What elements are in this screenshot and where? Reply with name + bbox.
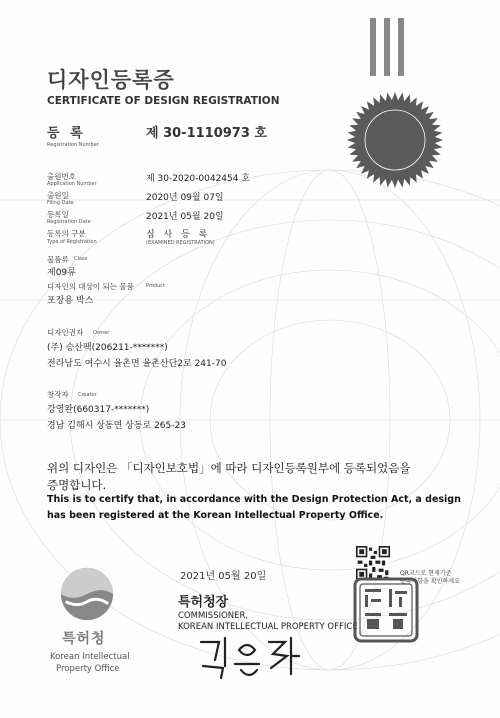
creator-name: 강영완(660317-*******) (47, 405, 150, 415)
issue-date: 2021년 05월 20일 (180, 571, 267, 582)
registration-date-label: 등록일 (47, 210, 69, 219)
logo-label-kr: 특허청 (62, 631, 106, 647)
page-title: 디자인등록증 (47, 68, 175, 92)
owner-name: (주) 승산팩(206211-*******) (47, 343, 168, 353)
class-label: 물품류 (47, 255, 69, 264)
registration-type-value: 심 사 등 록 (146, 230, 211, 240)
product-value: 포장용 박스 (47, 296, 94, 306)
registration-type-label: 등록의 구분 (47, 229, 86, 238)
registration-number: 제 30-1110973 호 (146, 126, 267, 141)
registration-type-label-en: Type of Registration (47, 239, 97, 245)
commissioner-title-en-line2: KOREAN INTELLECTUAL PROPERTY OFFICE (178, 622, 358, 632)
owner-label: 디자인권자 (47, 328, 84, 337)
statement-en-line1: This is to certify that, in accordance with the Design Protection Act, a design (47, 494, 461, 505)
qr-note-line2: 등록사항을 확인하세요 (400, 578, 460, 585)
registration-label-en: Registration Number (47, 142, 99, 148)
owner-address: 전라남도 여수시 율촌면 율촌산단2로 241-70 (47, 359, 227, 369)
registration-date-label-en: Registration Date (47, 219, 91, 225)
commissioner-signature (195, 632, 305, 682)
application-number-value: 제 30-2020-0042454 호 (146, 174, 251, 184)
filing-date-label-en: Filing Date (47, 200, 74, 206)
commissioner-title-en-line1: COMMISSIONER, (178, 611, 249, 621)
filing-date-value: 2020년 09월 07일 (146, 193, 224, 203)
owner-label-en: Owner (93, 330, 110, 336)
creator-label-en: Creator (78, 392, 97, 398)
qr-code-icon[interactable] (356, 546, 390, 580)
certificate-seal-icon (345, 90, 445, 190)
class-value: 제09류 (47, 268, 76, 278)
statement-en-line2: has been registered at the Korean Intellectual Property Office. (47, 510, 384, 521)
qr-note-line1: QR코드로 현재기준 (400, 570, 452, 577)
page-subtitle: CERTIFICATE OF DESIGN REGISTRATION (47, 95, 280, 107)
class-label-en: Class (74, 256, 88, 262)
application-number-label: 출원번호 (47, 172, 76, 181)
registration-label: 등 록 (47, 126, 86, 141)
commissioner-title-kr: 특허청장 (178, 595, 229, 610)
statement-kr-line2: 증명합니다. (47, 478, 107, 492)
creator-label: 창작자 (47, 390, 69, 399)
logo-label-en-line1: Korean Intellectual (50, 652, 130, 662)
filing-date-label: 출원일 (47, 191, 69, 200)
registration-date-value: 2021년 05월 20일 (146, 212, 224, 222)
logo-label-en-line2: Property Office (56, 664, 120, 674)
application-number-label-en: Application Number (47, 181, 97, 187)
statement-kr-line1: 위의 디자인은 「디자인보호법」에 따라 디자인등록원부에 등록되었음을 (47, 461, 411, 475)
registration-type-value-en: (EXAMINED REGISTRATION) (146, 240, 215, 246)
product-label: 디자인의 대상이 되는 물품 (47, 282, 134, 291)
official-stamp-icon (353, 577, 419, 643)
product-label-en: Product (146, 283, 165, 289)
kipo-logo-icon (58, 565, 116, 623)
creator-address: 경남 김해시 상동면 상동로 265-23 (47, 421, 186, 431)
